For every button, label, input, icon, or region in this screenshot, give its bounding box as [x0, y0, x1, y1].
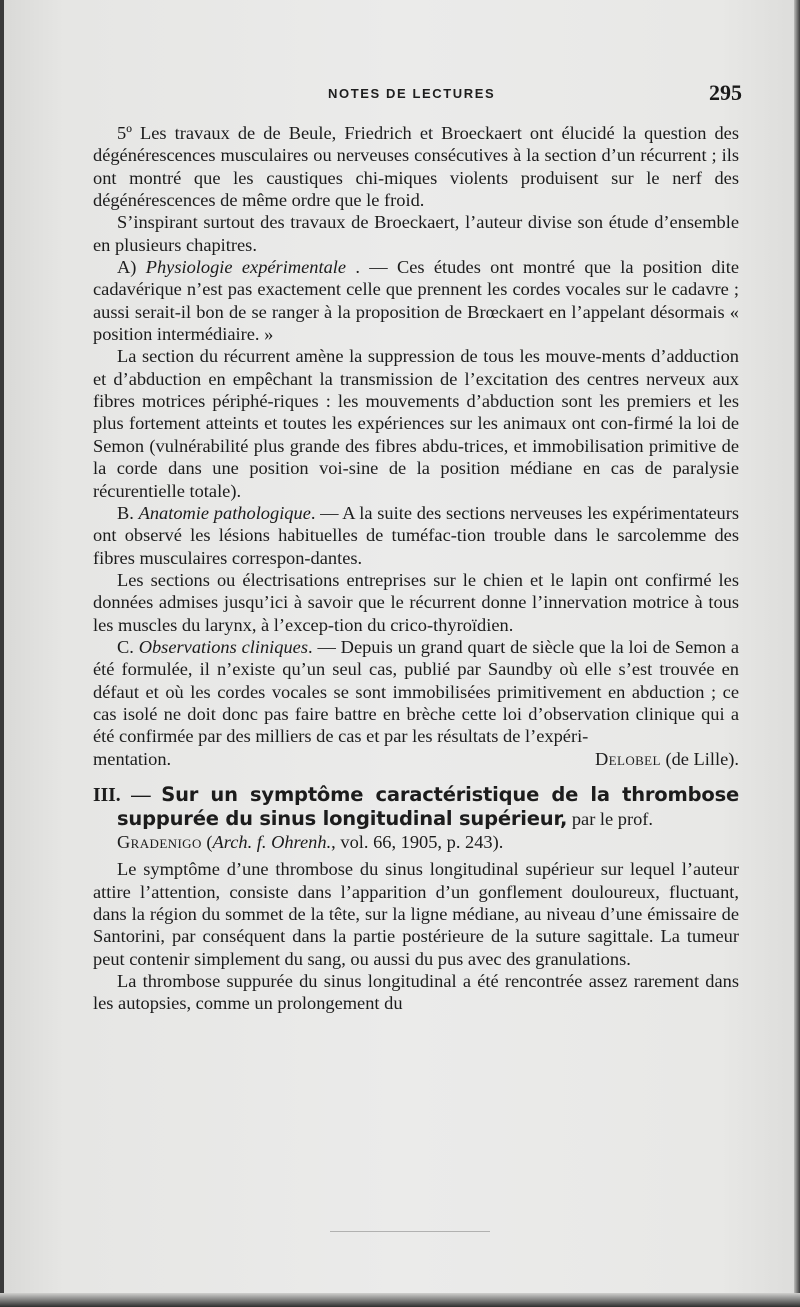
page-edge-right: [794, 0, 800, 1307]
section-marker-c: C.: [117, 636, 139, 657]
page-body: [93, 122, 739, 1015]
physiology-text: . — Ces études ont montré que la position dite cadavérique n’est pas exactement celle que prennent les cordes vocales sur le cadavre ; aussi serait-il bon de se ranger à la proposition de Brœckaert en l’appelant désormais « position intermédiaire. »: [93, 257, 740, 345]
section-citation: [93, 831, 739, 853]
review-signature: [595, 748, 739, 770]
section-marker-b: B.: [117, 502, 139, 523]
signature-name: Delobel: [594, 748, 661, 769]
subheading-physiology: Physiologie expérimentale: [145, 257, 347, 278]
section-byline: par le prof.: [567, 808, 654, 829]
section-title: Sur un symptôme caractéristique de la thrombose suppurée du sinus longitudinal supérieur,: [117, 782, 739, 830]
citation-journal: Arch. f. Ohrenh.: [212, 831, 332, 852]
page-edge-bottom: [0, 1293, 800, 1307]
citation-open: (: [201, 831, 213, 852]
clinical-text: . — Depuis un grand quart de siècle que la loi de Semon a été formulée, il n’existe qu’un seul cas, publié par Saundby où elle s’est trouvée en défaut et où les cordes vocales se sont immobilisées primitivement en abduction ; ce cas isolé ne doit donc pas faire battre en brèche cette loi d’observation clinique qui a été confirmée par des milliers de cas et par les résultats de l’expéri-: [93, 636, 739, 747]
page-number: 295: [709, 80, 742, 105]
paragraph-autopsies: La thrombose suppurée du sinus longitudinal a été rencontrée assez rarement dans les autopsies, comme un prolongement du: [93, 971, 739, 1014]
section-marker-a: A): [117, 257, 146, 278]
paragraph-recurrent-section: La section du récurrent amène la suppression de tous les mouve-ments d’adduction et d’abduction en empêchant la transmission de l’excitation des centres nerveux aux fibres motrices périphé-riques : les mouvements d’abduction sont les premiers et les plus fortement atteints et toutes les expériences sur les animaux ont con-firmé la loi de Semon (vulnérabilité plus grande des fibres abdu-trices, et immobilisation primitive de la corde dans une position voi-sine de la position médiane en cas de paralysie récurentielle totale).: [93, 346, 739, 501]
paragraph-clinical: [93, 636, 739, 748]
paragraph-chapters-intro: S’inspirant surtout des travaux de Broeckaert, l’auteur divise son étude d’ensemble en plusieurs chapitres.: [93, 212, 739, 255]
subheading-clinical: Observations cliniques: [138, 636, 309, 657]
page-edge-left: [0, 0, 4, 1307]
section-number: III. —: [93, 784, 162, 806]
subheading-anatomy: Anatomie pathologique: [138, 502, 311, 523]
signature-place: (de Lille).: [665, 748, 739, 769]
clinical-text-end: mentation.: [93, 748, 172, 769]
signature-line: [93, 748, 739, 770]
anatomy-text: . — A la suite des sections nerveuses les expérimentateurs ont observé les lésions habituelles de tuméfac-tion trouble dans le sarcolemme des fibres musculaires correspon-dantes.: [93, 502, 739, 568]
paragraph-physiology: [93, 256, 739, 345]
paragraph-electrisations: Les sections ou électrisations entreprises sur le chien et le lapin ont confirmé les données admises jusqu’ici à savoir que le récurrent donne l’innervation motrice à tous les muscles du larynx, à l’excep-tion du crico-thyroïdien.: [93, 569, 739, 635]
citation-details: , vol. 66, 1905, p. 243).: [331, 831, 504, 852]
running-head: NOTES DE LECTURES: [328, 86, 496, 101]
paragraph-symptom: Le symptôme d’une thrombose du sinus longitudinal supérieur sur lequel l’auteur attire l’attention, consiste dans l’apparition d’un gonflement douloureux, fluctuant, dans la région du sommet de la tête, sur la ligne médiane, au niveau d’une émissaire de Santorini, par conséquent dans la partie postérieure de la suture sagittale. La tumeur peut contenir simplement du sang, ou aussi du pus avec des granulations.: [93, 859, 739, 969]
section-heading-iii: [93, 783, 739, 831]
paragraph-anatomy: [93, 502, 739, 569]
page-header: [90, 80, 742, 108]
footer-rule: [330, 1231, 490, 1232]
paragraph-5-findings: 5º Les travaux de de Beule, Friedrich et Broeckaert ont élucidé la question des dégénérescences musculaires ou nerveuses consécutives à la section d’un récurrent ; ils ont montré que les caustiques chi-miques violents produisent sur le nerf des dégénérescences de même ordre que le froid.: [93, 123, 739, 211]
citation-author: Gradenigo: [117, 831, 202, 852]
